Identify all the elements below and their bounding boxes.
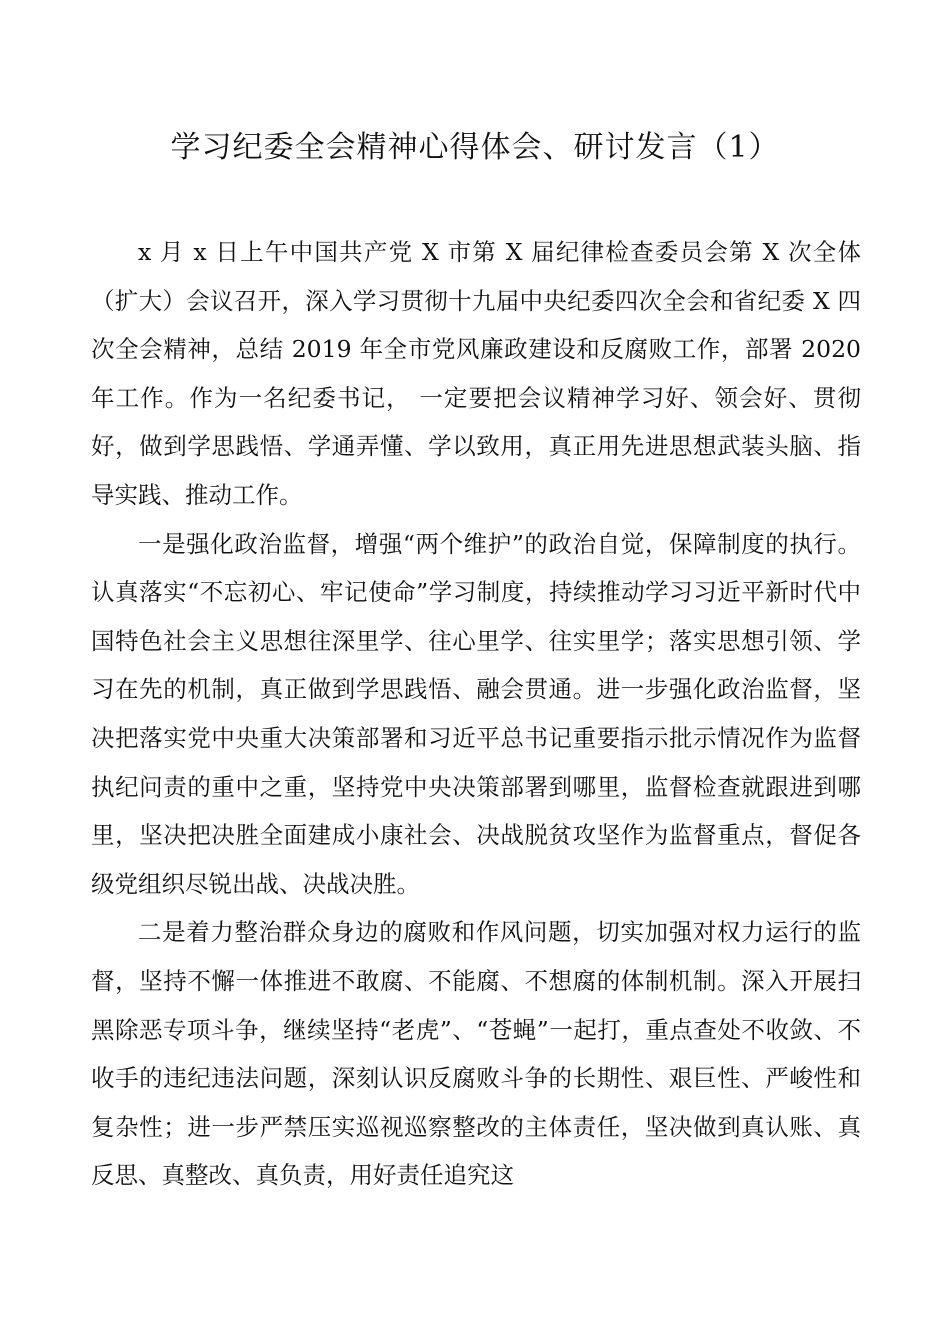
paragraph-point-two: 二是着力整治群众身边的腐败和作风问题，切实加强对权力运行的监督，坚持不懈一体推进不敢腐、不能腐、不想腐的体制机制。深入开展扫黑除恶专项斗争，继续坚持“老虎”、“苍蝇”一起打，重点查处不收敛、不收手的违纪违法问题，深刻认识反腐败斗争的长期性、艰巨性、严峻性和复杂性；进一步严禁压实巡视巡察整改的主体责任，坚决做到真认账、真反思、真整改、真负责，用好责任追究这 (91, 918, 861, 1190)
document-title: 学习纪委全会精神心得体会、研讨发言（1） (170, 130, 780, 165)
paragraph-intro: x 月 x 日上午中国共产党 X 市第 X 届纪律检查委员会第 X 次全体（扩大）会议召开，深入学习贯彻十九届中央纪委四次全会和省纪委 X 四次全会精神，总结 2019 年全市党风廉政建设和反腐败工作，部署 2020 年工作。作为一名纪委书记， 一定要把会议精神学习好、领会好、贯彻好，做到学思践悟、学通弄懂、学以致用，真正用先进思想武装头脑、指导实践、推动工作。 (91, 238, 861, 509)
paragraph-point-one: 一是强化政治监督，增强“两个维护”的政治自觉，保障制度的执行。认真落实“不忘初心、牢记使命”学习制度，持续推动学习习近平新时代中国特色社会主义思想往深里学、往心里学、往实里学；落实思想引领、学习在先的机制，真正做到学思践悟、融会贯通。进一步强化政治监督，坚决把落实党中央重大决策部署和习近平总书记重要指示批示情况作为监督执纪问责的重中之重，坚持党中央决策部署到哪里，监督检查就跟进到哪里，坚决把决胜全面建成小康社会、决战脱贫攻坚作为监督重点，督促各级党组织尽锐出战、决战决胜。 (91, 529, 861, 898)
document-body (91, 228, 861, 1200)
